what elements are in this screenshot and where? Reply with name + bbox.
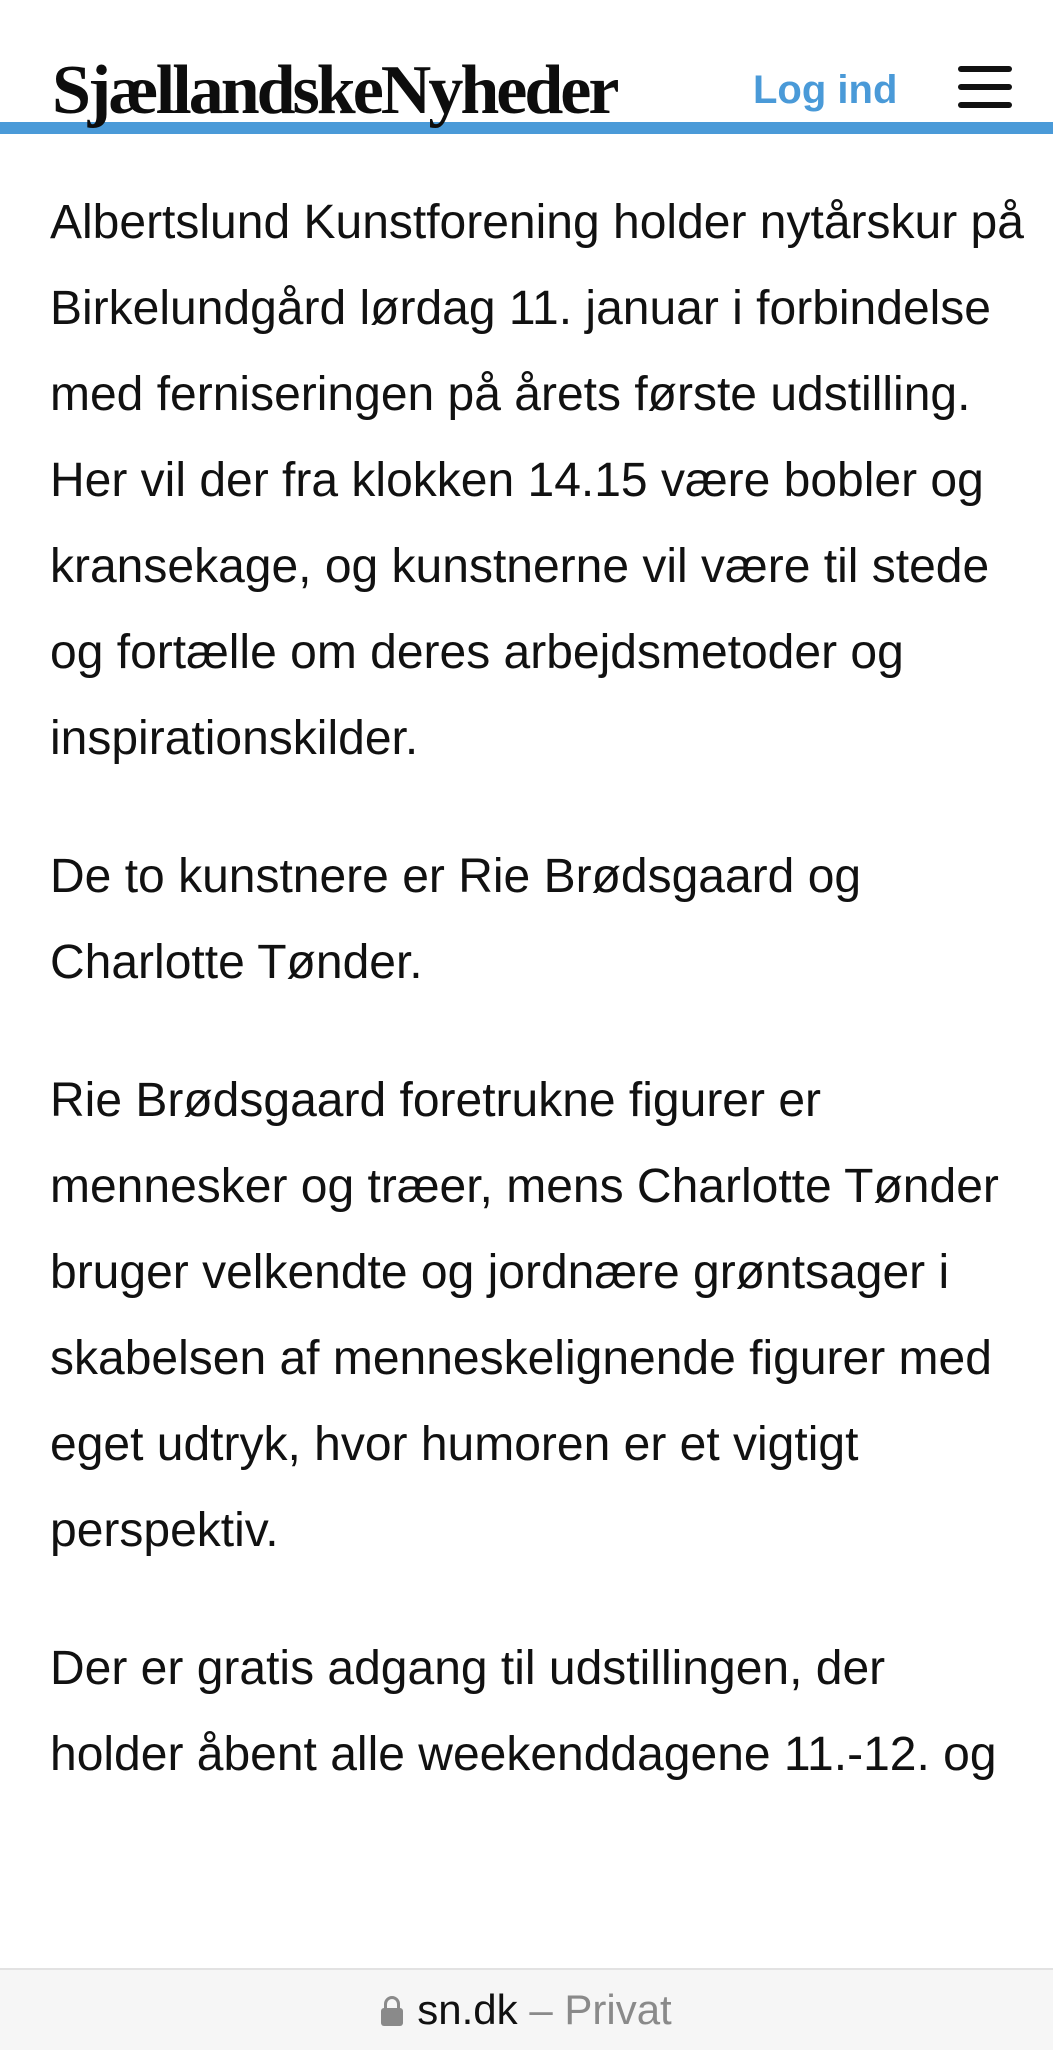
browser-address-bar[interactable]	[0, 1968, 1053, 2050]
site-logo[interactable]: SjællandskeNyheder	[52, 52, 617, 129]
domain-text: sn.dk	[417, 1986, 518, 2033]
login-link[interactable]: Log ind	[753, 68, 898, 112]
article-paragraph: Albertslund Kunstforening holder nytårskur på Birkelundgård lørdag 11. januar i forbindelse med ferniseringen på årets første udstilling. Her vil der fra klokken 14.15 være bobler og kransekage, og kunstnerne vil være til stede og fortælle om deres arbejdsmetoder og inspirationskilder.	[50, 196, 1024, 765]
article-paragraph: Rie Brødsgaard foretrukne figurer er mennesker og træer, mens Charlotte Tønder bruger velkendte og jordnære grøntsager i skabelsen af menneskelignende figurer med eget udtryk, hvor humoren er et vigtigt perspektiv.	[50, 1074, 999, 1557]
article-paragraph: De to kunstnere er Rie Brødsgaard og Charlotte Tønder.	[50, 850, 862, 989]
separator-text: –	[517, 1986, 565, 2033]
private-mode-label: Privat	[564, 1986, 672, 2033]
article-body	[50, 180, 1025, 1850]
article-paragraph: Der er gratis adgang til udstillingen, der holder åbent alle weekenddagene 11.-12. og	[50, 1642, 997, 1781]
lock-icon	[381, 1996, 403, 2026]
address-display[interactable]	[0, 1982, 1053, 2038]
hamburger-menu-icon[interactable]	[958, 66, 1012, 108]
site-header	[0, 0, 1053, 129]
